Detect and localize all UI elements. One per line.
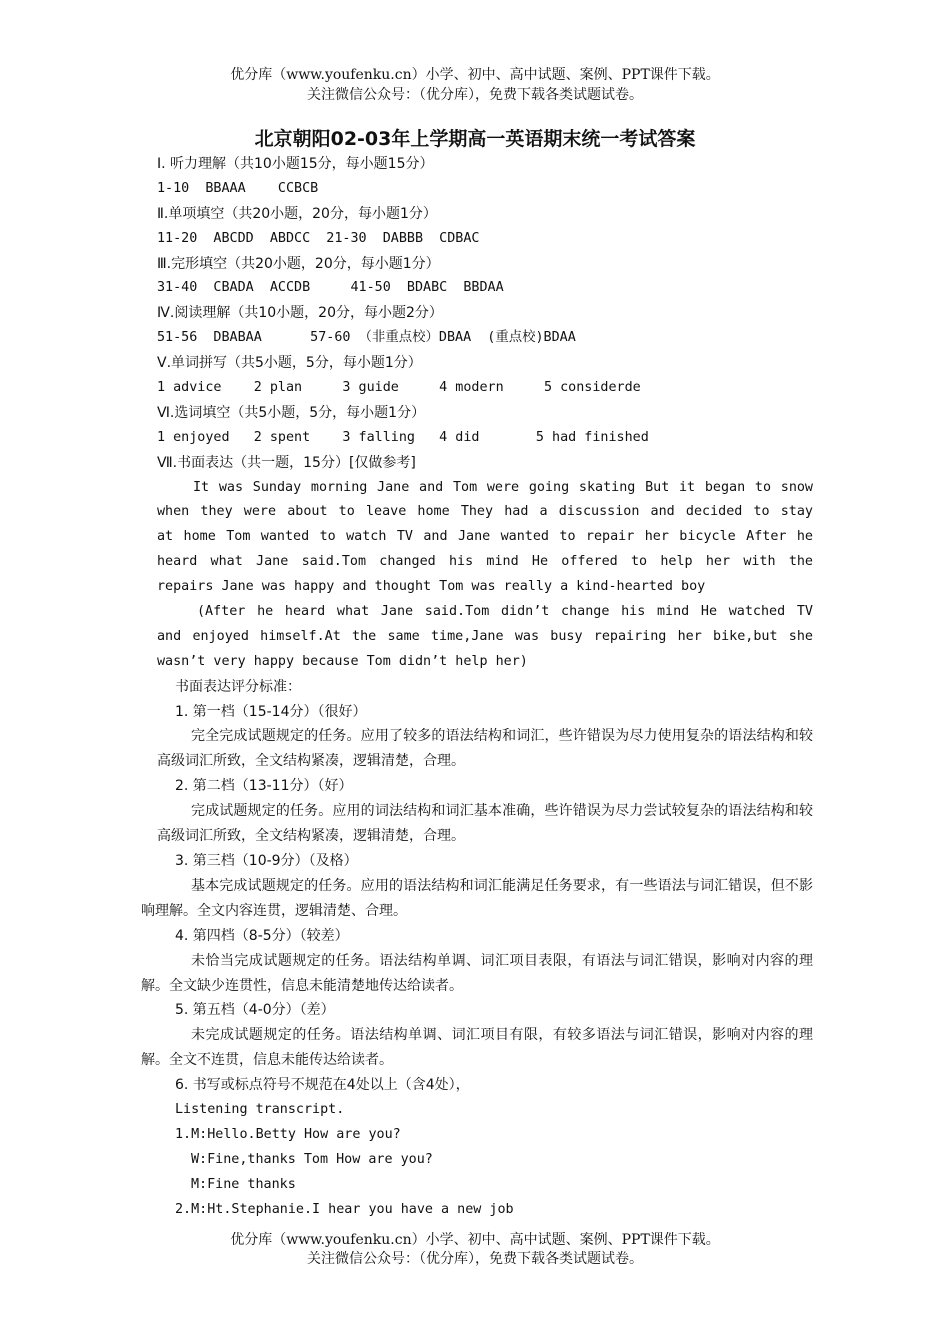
transcript-line: W:Fine,thanks Tom How are you? [191,1151,433,1167]
essay-alt-line: and enjoyed himself.At the same time,Jane was busy repairing her bike,but she [157,628,813,644]
section-2-answers: 11-20 ABCDD ABDCC 21-30 DABBB CDBAC [157,230,480,246]
essay-line: at home Tom wanted to watch TV and Jane wanted to repair her bicycle After he [157,529,813,545]
grade-1-text: 完全完成试题规定的任务。应用了较多的语法结构和词汇，些许错误为尽力使用复杂的语法结构和较高级词汇所致，全文结构紧凑，逻辑清楚，合理。 [157,728,813,770]
essay-line: when they were about to leave home They had a discussion and decided to stay [157,504,813,520]
section-1-heading: Ⅰ. 听力理解（共10小题15分，每小题15分） [157,156,434,172]
section-4-answers: 51-56 DBABAA 57-60 （非重点校）DBAA (重点校)BDAA [157,330,576,346]
grade-3-text: 基本完成试题规定的任务。应用的语法结构和词汇能满足任务要求，有一些语法与词汇错误，但不影响理解。全文内容连贯，逻辑清楚、合理。 [141,877,813,919]
essay-line: repairs Jane was happy and thought Tom was really a kind-hearted boy [157,579,706,595]
transcript-heading: Listening transcript. [175,1102,345,1117]
footer-line-1: 优分库（www.youfenku.cn）小学、初中、高中试题、案例、PPT课件下载。 [230,1232,720,1248]
transcript-line: M:Fine thanks [191,1176,296,1192]
grade-6-text: 6. 书写或标点符号不规范在4处以上（含4处）， [175,1077,470,1094]
essay-line: heard what Jane said.Tom changed his mind He offered to help her with the [157,554,813,570]
section-3-heading: Ⅲ.完形填空（共20小题，20分，每小题1分） [157,255,440,272]
section-4-heading: Ⅳ.阅读理解（共10小题，20分，每小题2分） [157,305,443,322]
section-5-heading: Ⅴ.单词拼写（共5小题，5分，每小题1分） [157,355,422,372]
section-1-answers: 1-10 BBAAA CCBCB [157,180,319,196]
transcript-line: 1.M:Hello.Betty How are you? [175,1126,401,1142]
grade-2-heading: 2. 第二档（13-11分）（好） [175,778,353,795]
transcript-line: 2.M:Ht.Stephanie.I hear you have a new job [175,1201,514,1217]
grade-3-heading: 3. 第三档（10-9分）（及格） [175,853,358,869]
grade-4-text: 未恰当完成试题规定的任务。语法结构单调、词汇项目表限，有语法与词汇错误，影响对内容的理解。全文缺少连贯性，信息未能清楚地传达给读者。 [141,952,813,994]
grade-1-heading: 1. 第一档（15-14分）（很好） [175,703,367,720]
header-line-2: 关注微信公众号：（优分库），免费下载各类试题试卷。 [307,87,643,103]
grading-heading: 书面表达评分标准： [175,678,301,695]
section-6-heading: Ⅵ.选词填空（共5小题，5分，每小题1分） [157,404,426,421]
section-7-heading: Ⅶ.书面表达（共一题，15分）[仅做参考] [157,454,416,471]
grade-2-text: 完成试题规定的任务。应用的词法结构和词汇基本准确，些许错误为尽力尝试较复杂的语法结构和较高级词汇所致，全文结构紧凑，逻辑清楚，合理。 [157,803,813,845]
section-6-answers: 1 enjoyed 2 spent 3 falling 4 did 5 had finished [157,429,649,445]
essay-line: It was Sunday morning Jane and Tom were going skating But it began to snow [193,479,813,495]
section-3-answers: 31-40 CBADA ACCDB 41-50 BDABC BBDAA [157,280,504,296]
page-title: 北京朝阳02-03年上学期高一英语期末统一考试答案 [254,128,696,150]
header-line-1: 优分库（www.youfenku.cn）小学、初中、高中试题、案例、PPT课件下载。 [230,67,720,83]
essay-alt-line: (After he heard what Jane said.Tom didn’t change his mind He watched TV [197,604,813,620]
section-5-answers: 1 advice 2 plan 3 guide 4 modern 5 considerde [157,380,641,396]
essay-alt-line: wasn’t very happy because Tom didn’t help her) [157,653,528,669]
grade-5-heading: 5. 第五档（4-0分）（差） [175,1002,335,1019]
grade-4-heading: 4. 第四档（8-5分）（较差） [175,927,349,944]
section-2-heading: Ⅱ.单项填空（共20小题，20分，每小题1分） [157,205,437,222]
footer-line-2: 关注微信公众号：（优分库），免费下载各类试题试卷。 [307,1251,643,1267]
document-body [141,152,813,1222]
grade-5-text: 未完成试题规定的任务。语法结构单调、词汇项目有限，有较多语法与词汇错误，影响对内容的理解。全文不连贯，信息未能传达给读者。 [141,1027,813,1069]
